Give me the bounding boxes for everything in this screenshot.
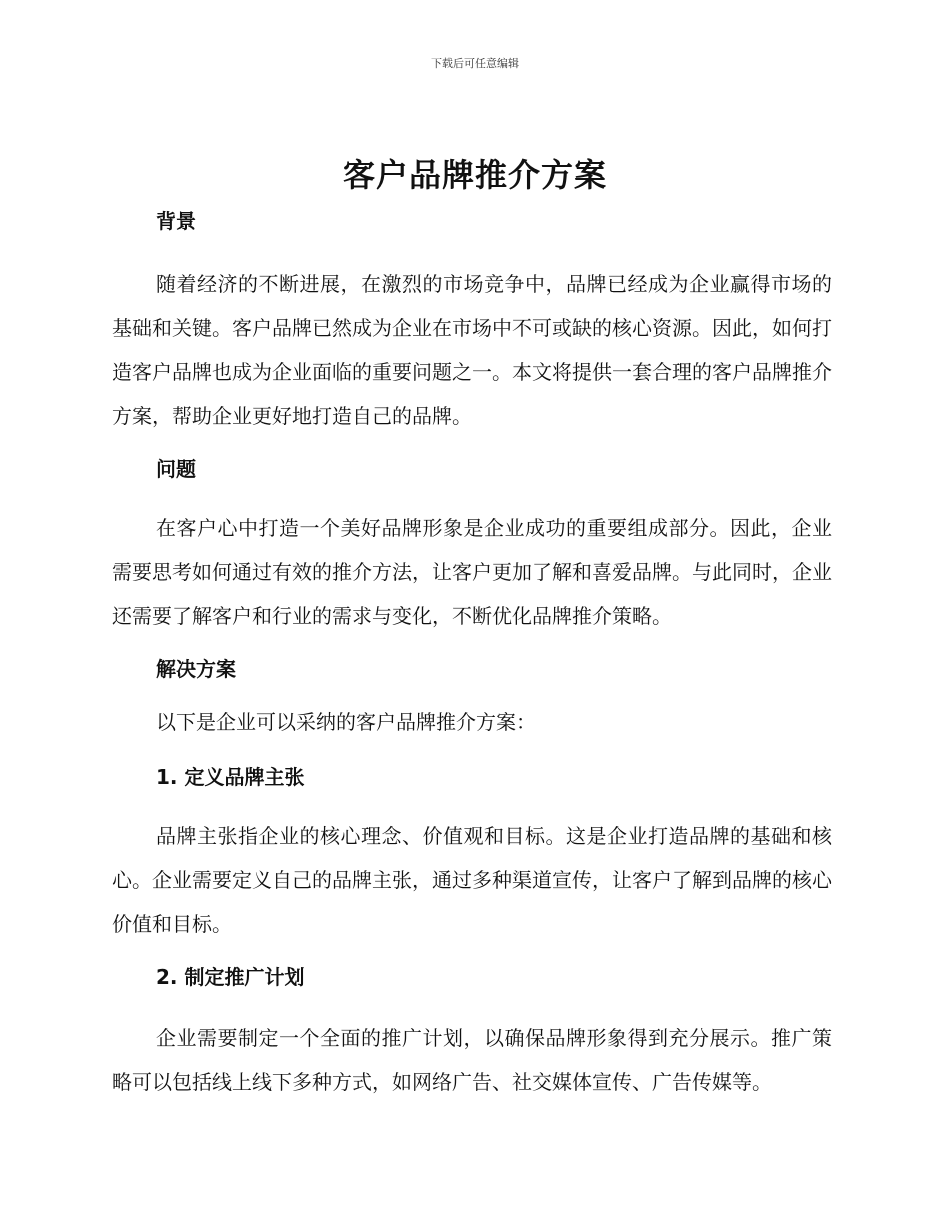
section-paragraph-brand-proposition: 品牌主张指企业的核心理念、价值观和目标。这是企业打造品牌的基础和核心。企业需要定义自己的品牌主张，通过多种渠道宣传，让客户了解到品牌的核心价值和目标。: [112, 824, 832, 936]
section-heading-background: 背景: [156, 209, 196, 233]
section-paragraph-background: 随着经济的不断进展，在激烈的市场竞争中，品牌已经成为企业赢得市场的基础和关键。客户品牌已然成为企业在市场中不可或缺的核心资源。因此，如何打造客户品牌也成为企业面临的重要问题之一。本文将提供一套合理的客户品牌推介方案，帮助企业更好地打造自己的品牌。: [112, 272, 832, 428]
section-heading-solution: 解决方案: [156, 657, 236, 681]
header-note: 下载后可任意编辑: [431, 57, 519, 70]
section-heading-problem: 问题: [156, 457, 196, 481]
document-title: 客户品牌推介方案: [342, 156, 607, 194]
section-paragraph-problem: 在客户心中打造一个美好品牌形象是企业成功的重要组成部分。因此，企业需要思考如何通过有效的推介方法，让客户更加了解和喜爱品牌。与此同时，企业还需要了解客户和行业的需求与变化，不断优化品牌推介策略。: [112, 516, 832, 628]
section-heading-promotion-plan: 2. 制定推广计划: [156, 965, 305, 989]
section-paragraph-promotion-plan: 企业需要制定一个全面的推广计划，以确保品牌形象得到充分展示。推广策略可以包括线上线下多种方式，如网络广告、社交媒体宣传、广告传媒等。: [112, 1026, 832, 1094]
section-paragraph-solution: 以下是企业可以采纳的客户品牌推介方案：: [156, 710, 536, 734]
section-heading-brand-proposition: 1. 定义品牌主张: [156, 765, 305, 789]
document-body: [112, 204, 832, 1104]
